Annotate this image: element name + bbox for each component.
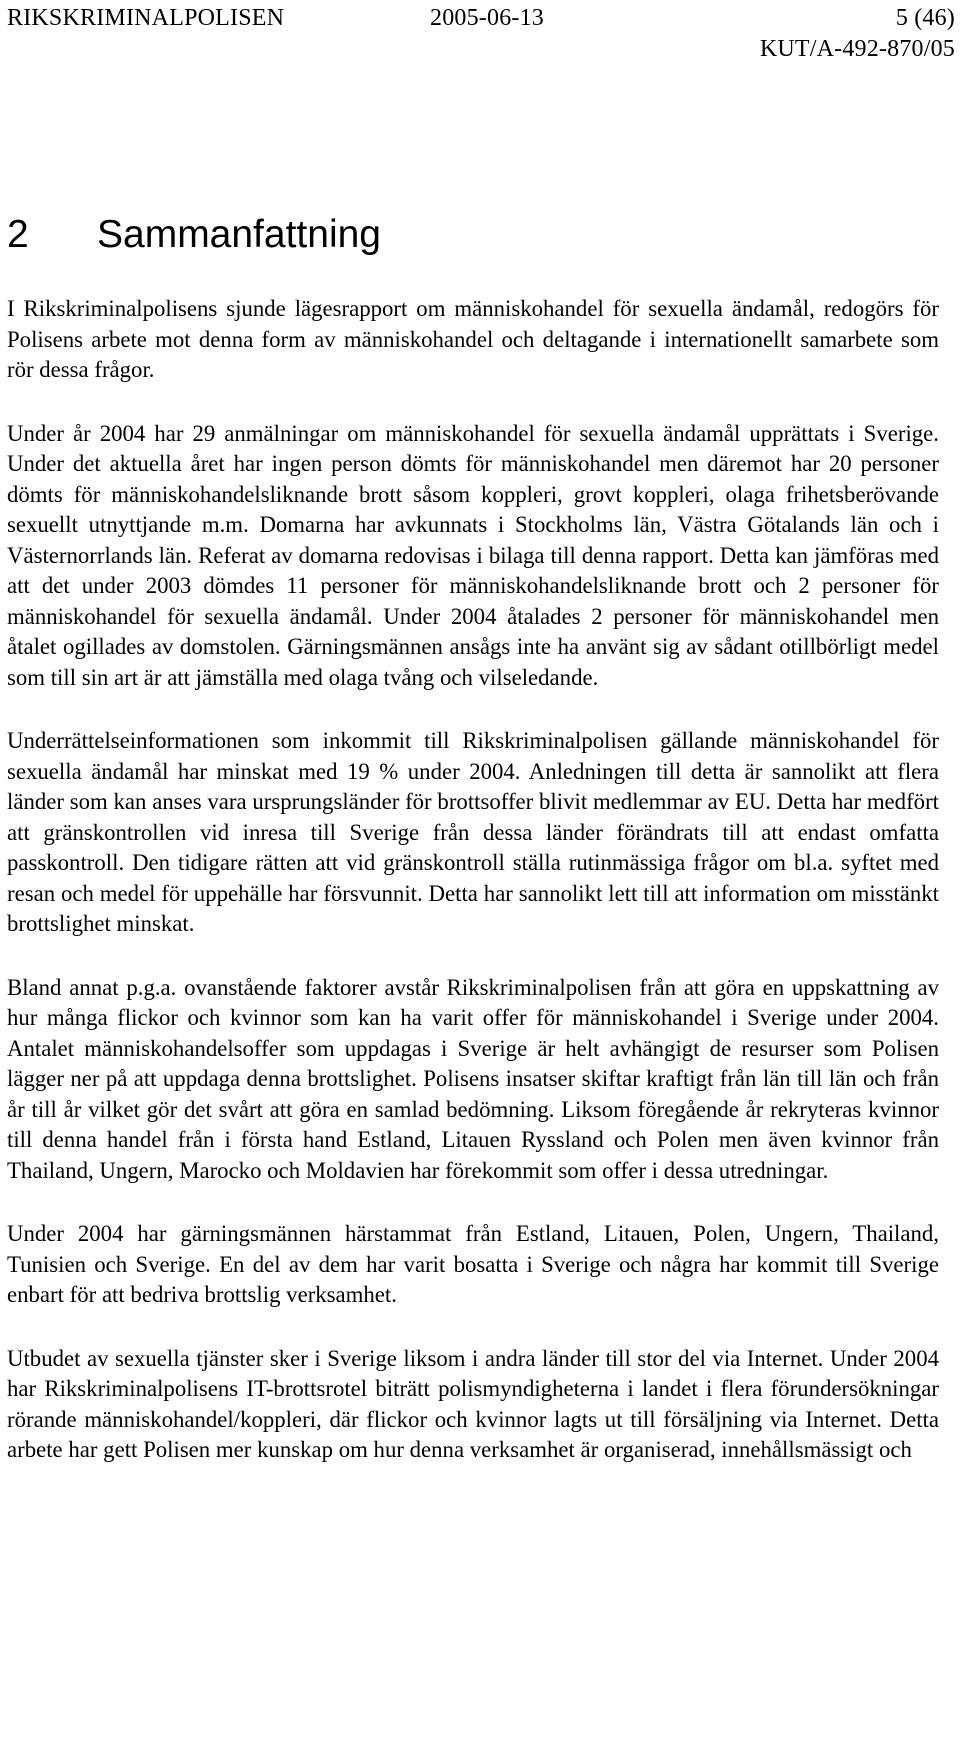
section-heading [7, 212, 381, 258]
organization-name: RIKSKRIMINALPOLISEN [7, 5, 285, 31]
document-reference: KUT/A-492-870/05 [759, 36, 955, 62]
body-text [7, 294, 939, 1466]
section-title: Sammanfattning [97, 213, 381, 256]
paragraph-intelligence-information: Underrättelseinformationen som inkommit till Rikskriminalpolisen gällande människohandel för sexuella ändamål har minskat med 19 % under 2004. Anledningen till detta är sannolikt att flera länder som kan anses vara ursprungsländer för brottsoffer blivit medlemmar av EU. Detta har medfört att gränskontrollen vid inresa till Sverige från dessa länder förändrats till att endast omfatta passkontroll. Den tidigare rätten att vid gränskontroll ställa rutinmässiga frågor om bl.a. syftet med resan och medel för uppehälle har försvunnit. Detta har sannolikt lett till att information om misstänkt brottslighet minskat. [7, 728, 939, 936]
paragraph-victim-estimate: Bland annat p.g.a. ovanstående faktorer avstår Rikskriminalpolisen från att göra en uppskattning av hur många flickor och kvinnor som kan ha varit offer för människohandel i Sverige under 2004. Antalet människohandelsoffer som uppdagas i Sverige är helt avhängigt de resurser som Polisen lägger ner på att uppdaga denna brottslighet. Polisens insatser skiftar kraftigt från län till län och från år till år vilket gör det svårt att göra en samlad bedömning. Liksom föregående år rekryteras kvinnor till denna handel från i första hand Estland, Litauen Ryssland och Polen men även kvinnor från Thailand, Ungern, Marocko och Moldavien har förekommit som offer i dessa utredningar. [7, 974, 939, 1183]
paragraph-internet: Utbudet av sexuella tjänster sker i Sverige liksom i andra länder till stor del via Internet. Under 2004 har Rikskriminalpolisens IT-brottsrotel biträtt polismyndigheterna i landet i flera förundersökningar rörande människohandel/koppleri, där flickor och kvinnor lagts ut till försäljning via Internet. Detta arbete har gett Polisen mer kunskap om hur denna verksamhet är organiserad, innehållsmässigt och [7, 1345, 939, 1462]
paragraph-reports-and-verdicts: Under år 2004 har 29 anmälningar om människohandel för sexuella ändamål upprättats i Sverige. Under det aktuella året har ingen person dömts för människohandel men däremot har 20 personer dömts för människohandelsliknande brott såsom koppleri, grovt koppleri, olaga frihetsberövande sexuellt utnyttjande m.m. Domarna har avkunnats i Stockholms län, Västra Götalands län och i Västernorrlands län. Referat av domarna redovisas i bilaga till denna rapport. Detta kan jämföras med att det under 2003 dömdes 11 personer för människohandelsliknande brott och 2 personer för människohandel för sexuella ändamål. Under 2004 åtalades 2 personer för människohandel men åtalet ogillades av domstolen. Gärningsmännen ansågs inte ha använt sig av sådant otillbörligt medel som till sin art är att jämställa med olaga tvång och vilseledande. [7, 420, 939, 690]
paragraph-perpetrators: Under 2004 har gärningsmännen härstammat från Estland, Litauen, Polen, Ungern, Thailand, Tunisien och Sverige. En del av dem har varit bosatta i Sverige och några har kommit till Sverige enbart för att bedriva brottslig verksamhet. [7, 1221, 939, 1307]
document-date: 2005-06-13 [430, 5, 544, 31]
page-number: 5 (46) [895, 5, 955, 31]
section-number: 2 [7, 213, 29, 256]
paragraph-intro: I Rikskriminalpolisens sjunde lägesrapport om människohandel för sexuella ändamål, redogörs för Polisens arbete mot denna form av människohandel och deltagande i internationellt samarbete som rör dessa frågor. [7, 296, 939, 382]
